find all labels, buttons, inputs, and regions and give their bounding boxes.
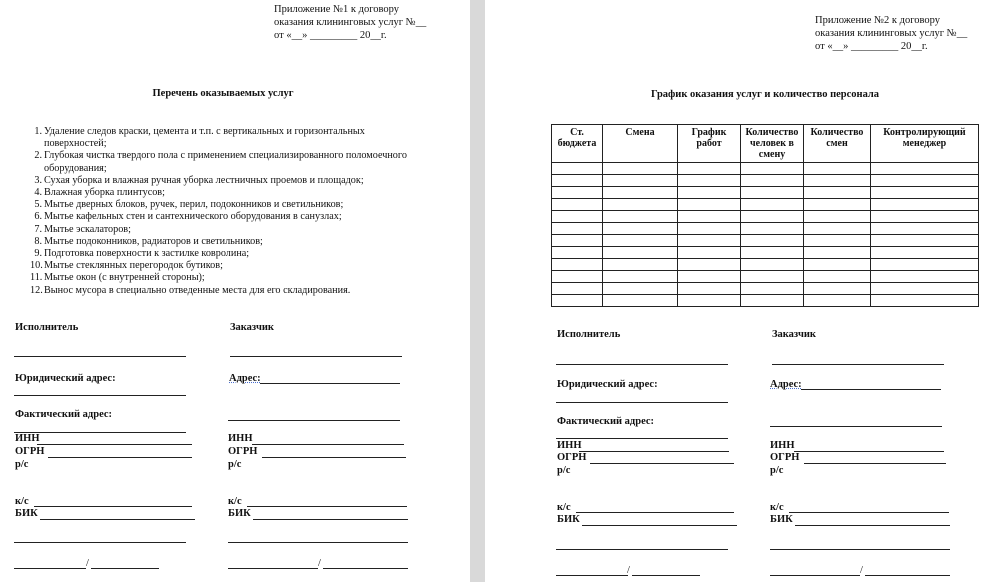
actual-address-label: Фактический адрес:: [15, 409, 113, 420]
slash: /: [86, 558, 89, 569]
col-shift: Смена: [603, 125, 678, 163]
address-label: Адрес:: [770, 379, 802, 390]
list-item-text: Мытье подоконников, радиаторов и светильников;: [44, 235, 263, 247]
signature-line: [230, 356, 402, 357]
table-cell: [603, 187, 678, 199]
table-cell: [552, 259, 603, 271]
list-item-number: 9.: [34, 248, 42, 260]
header-line: оказания клининговых услуг №__: [274, 17, 427, 28]
table-cell: [804, 163, 871, 175]
table-cell: [603, 235, 678, 247]
ks-label: к/с: [15, 496, 29, 507]
table-cell: [603, 223, 678, 235]
table-cell: [871, 283, 979, 295]
table-cell: [871, 271, 979, 283]
table-cell: [871, 163, 979, 175]
table-cell: [678, 211, 741, 223]
rs-label: р/с: [770, 465, 784, 476]
signature-line: [556, 549, 728, 550]
table-row: [552, 235, 979, 247]
page-appendix-2: [485, 0, 988, 582]
table-row: [552, 199, 979, 211]
list-item-number: 2.: [34, 150, 42, 162]
table-cell: [678, 223, 741, 235]
actual-address-line: [228, 420, 400, 421]
list-item-text: Вынос мусора в специально отведенные места для его складирования.: [44, 284, 351, 296]
list-item-text: Мытье кафельных стен и сантехнического оборудования в санузлах;: [44, 211, 342, 223]
list-item-number: 4.: [34, 187, 42, 199]
table-cell: [603, 175, 678, 187]
signature-line: [228, 542, 408, 543]
legal-address-label: Юридический адрес:: [557, 379, 658, 390]
table-cell: [552, 295, 603, 307]
bik-label: БИК: [228, 508, 251, 519]
table-cell: [741, 199, 804, 211]
table-cell: [804, 295, 871, 307]
table-cell: [552, 283, 603, 295]
col-schedule: График работ: [678, 125, 741, 163]
table-cell: [871, 235, 979, 247]
ks-line: [576, 512, 734, 513]
list-item-text: Подготовка поверхности к застилке ковролина;: [44, 248, 250, 260]
ogrn-label: ОГРН: [228, 446, 258, 457]
page-title: Перечень оказываемых услуг: [152, 88, 294, 99]
table-cell: [804, 175, 871, 187]
table-cell: [678, 295, 741, 307]
table-cell: [552, 187, 603, 199]
table-row: [552, 211, 979, 223]
col-manager: Контролирующий менеджер: [871, 125, 979, 163]
col-people-per-shift: Количество человек в смену: [741, 125, 804, 163]
table-cell: [804, 187, 871, 199]
list-item-number: 1.: [34, 126, 42, 137]
table-cell: [741, 271, 804, 283]
signature-line: [14, 542, 186, 543]
ks-label: к/с: [228, 496, 242, 507]
inn-line: [794, 451, 944, 452]
table-row: [552, 247, 979, 259]
table-cell: [678, 283, 741, 295]
table-cell: [678, 259, 741, 271]
bik-line: [40, 519, 195, 520]
customer-label: Заказчик: [230, 322, 274, 333]
table-cell: [871, 187, 979, 199]
table-row: [552, 259, 979, 271]
name-line: [91, 568, 159, 569]
list-item-text: Мытье окон (с внутренней стороны);: [44, 272, 205, 284]
table-cell: [741, 247, 804, 259]
ks-line: [247, 506, 407, 507]
address-label: Адрес:: [229, 373, 261, 384]
signature-line: [770, 549, 950, 550]
table-cell: [552, 211, 603, 223]
table-cell: [603, 199, 678, 211]
name-line: [323, 568, 408, 569]
table-cell: [804, 199, 871, 211]
table-row: [552, 187, 979, 199]
inn-label: ИНН: [557, 440, 582, 451]
address-line: [260, 383, 400, 384]
table-cell: [678, 163, 741, 175]
header-line: от «__» _________ 20__г.: [274, 30, 387, 41]
page-title: График оказания услуг и количество персонала: [650, 89, 880, 100]
list-item-number: 5.: [34, 199, 42, 211]
table-cell: [871, 175, 979, 187]
col-shift-count: Количество смен: [804, 125, 871, 163]
header-line: Приложение №2 к договору: [815, 15, 940, 26]
list-item-text: Удаление следов краски, цемента и т.п. с вертикальных и горизонтальных: [44, 126, 365, 137]
table-header-row: [552, 125, 979, 163]
table-cell: [552, 271, 603, 283]
table-cell: [603, 163, 678, 175]
inn-label: ИНН: [15, 433, 40, 444]
appendix-header: [815, 14, 967, 53]
actual-address-line: [770, 426, 942, 427]
list-item: [34, 235, 434, 248]
list-item: [30, 272, 434, 284]
name-line: [556, 575, 628, 576]
list-item-continuation: поверхностей;: [44, 138, 107, 150]
name-line: [14, 568, 86, 569]
table-row: [552, 163, 979, 175]
ogrn-label: ОГРН: [557, 452, 587, 463]
list-item-number: 6.: [34, 211, 42, 223]
customer-label: Заказчик: [772, 329, 816, 340]
inn-label: ИНН: [770, 440, 795, 451]
table-cell: [804, 223, 871, 235]
list-item-number: 12.: [30, 284, 43, 296]
table-row: [552, 175, 979, 187]
table-cell: [741, 223, 804, 235]
table-cell: [871, 295, 979, 307]
appendix-header: [274, 3, 426, 42]
ks-line: [789, 512, 949, 513]
table-cell: [741, 259, 804, 271]
list-item-number: 7.: [34, 223, 42, 235]
bik-label: БИК: [557, 514, 580, 525]
rs-label: р/с: [557, 465, 571, 476]
actual-address-line: [556, 438, 728, 439]
rs-label: р/с: [15, 459, 29, 470]
bik-line: [253, 519, 408, 520]
header-line: оказания клининговых услуг №__: [815, 28, 968, 39]
slash: /: [318, 558, 321, 569]
list-item: [34, 199, 434, 211]
list-item-text: Мытье эскалаторов;: [44, 223, 131, 235]
signature-line: [14, 356, 186, 357]
ogrn-line: [262, 457, 406, 458]
ks-line: [34, 506, 192, 507]
list-item: [30, 284, 434, 297]
executor-label: Исполнитель: [557, 329, 621, 340]
executor-label: Исполнитель: [15, 322, 79, 333]
list-item: [34, 126, 434, 150]
actual-address-label: Фактический адрес:: [557, 416, 655, 427]
table-cell: [552, 247, 603, 259]
inn-line: [579, 451, 729, 452]
table-cell: [871, 211, 979, 223]
ogrn-line: [804, 463, 946, 464]
table-cell: [678, 271, 741, 283]
list-item: [34, 248, 434, 260]
ks-label: к/с: [557, 502, 571, 513]
table-cell: [603, 271, 678, 283]
ogrn-line: [590, 463, 734, 464]
list-item: [30, 260, 434, 272]
table-cell: [804, 259, 871, 271]
table-cell: [552, 235, 603, 247]
list-item-text: Мытье стеклянных перегородок бутиков;: [44, 260, 223, 272]
list-item-number: 11.: [30, 272, 43, 284]
slash: /: [627, 565, 630, 576]
table-cell: [603, 295, 678, 307]
schedule-table: [551, 124, 979, 307]
list-item-number: 10.: [30, 260, 43, 272]
page-appendix-1: [0, 0, 470, 582]
table-cell: [678, 187, 741, 199]
list-item-text: Мытье дверных блоков, ручек, перил, подоконников и светильников;: [44, 199, 344, 211]
inn-label: ИНН: [228, 433, 253, 444]
list-item-number: 3.: [34, 174, 42, 186]
bik-label: БИК: [770, 514, 793, 525]
table-cell: [741, 175, 804, 187]
list-item-text: Глубокая чистка твердого пола с применением специализированного поломоечного: [44, 150, 407, 162]
table-cell: [871, 259, 979, 271]
table-cell: [804, 235, 871, 247]
table-cell: [552, 199, 603, 211]
ks-label: к/с: [770, 502, 784, 513]
legal-address-label: Юридический адрес:: [15, 373, 116, 384]
table-cell: [552, 223, 603, 235]
table-cell: [678, 199, 741, 211]
name-line: [865, 575, 950, 576]
list-item: [34, 187, 434, 199]
ogrn-label: ОГРН: [15, 446, 45, 457]
table-cell: [741, 235, 804, 247]
table-row: [552, 295, 979, 307]
name-line: [228, 568, 318, 569]
slash: /: [860, 565, 863, 576]
bik-line: [582, 525, 737, 526]
table-cell: [741, 295, 804, 307]
services-list: [30, 126, 434, 297]
ogrn-line: [48, 457, 192, 458]
bik-label: БИК: [15, 508, 38, 519]
table-cell: [741, 283, 804, 295]
address-line: [801, 389, 941, 390]
table-cell: [804, 271, 871, 283]
table-cell: [741, 163, 804, 175]
legal-address-line: [14, 395, 186, 396]
table-cell: [678, 235, 741, 247]
table-cell: [804, 247, 871, 259]
table-cell: [603, 283, 678, 295]
legal-address-line: [556, 402, 728, 403]
rs-label: р/с: [228, 459, 242, 470]
list-item-text: Влажная уборка плинтусов;: [44, 187, 165, 199]
table-cell: [804, 283, 871, 295]
table-cell: [871, 247, 979, 259]
table-cell: [678, 175, 741, 187]
header-line: Приложение №1 к договору: [274, 4, 399, 15]
bik-line: [795, 525, 950, 526]
name-line: [632, 575, 700, 576]
table-cell: [871, 223, 979, 235]
signature-line: [556, 364, 728, 365]
col-budget: Ст. бюджета: [552, 125, 603, 163]
name-line: [770, 575, 860, 576]
actual-address-line: [14, 432, 186, 433]
table-cell: [603, 259, 678, 271]
header-line: от «__» _________ 20__г.: [815, 41, 928, 52]
table-row: [552, 271, 979, 283]
list-item: [34, 174, 434, 187]
table-cell: [552, 163, 603, 175]
table-cell: [871, 199, 979, 211]
table-cell: [603, 247, 678, 259]
table-cell: [804, 211, 871, 223]
table-cell: [603, 211, 678, 223]
table-row: [552, 283, 979, 295]
table-cell: [741, 211, 804, 223]
list-item-text: Сухая уборка и влажная ручная уборка лестничных проемов и площадок;: [44, 174, 364, 186]
ogrn-label: ОГРН: [770, 452, 800, 463]
table-cell: [741, 187, 804, 199]
list-item: [34, 150, 434, 174]
table-row: [552, 223, 979, 235]
list-item: [34, 211, 434, 223]
inn-line: [252, 444, 404, 445]
list-item-number: 8.: [34, 235, 42, 247]
list-item-continuation: оборудования;: [44, 162, 107, 174]
signature-line: [772, 364, 944, 365]
table-cell: [552, 175, 603, 187]
list-item: [34, 223, 434, 236]
table-cell: [678, 247, 741, 259]
inn-line: [37, 444, 192, 445]
